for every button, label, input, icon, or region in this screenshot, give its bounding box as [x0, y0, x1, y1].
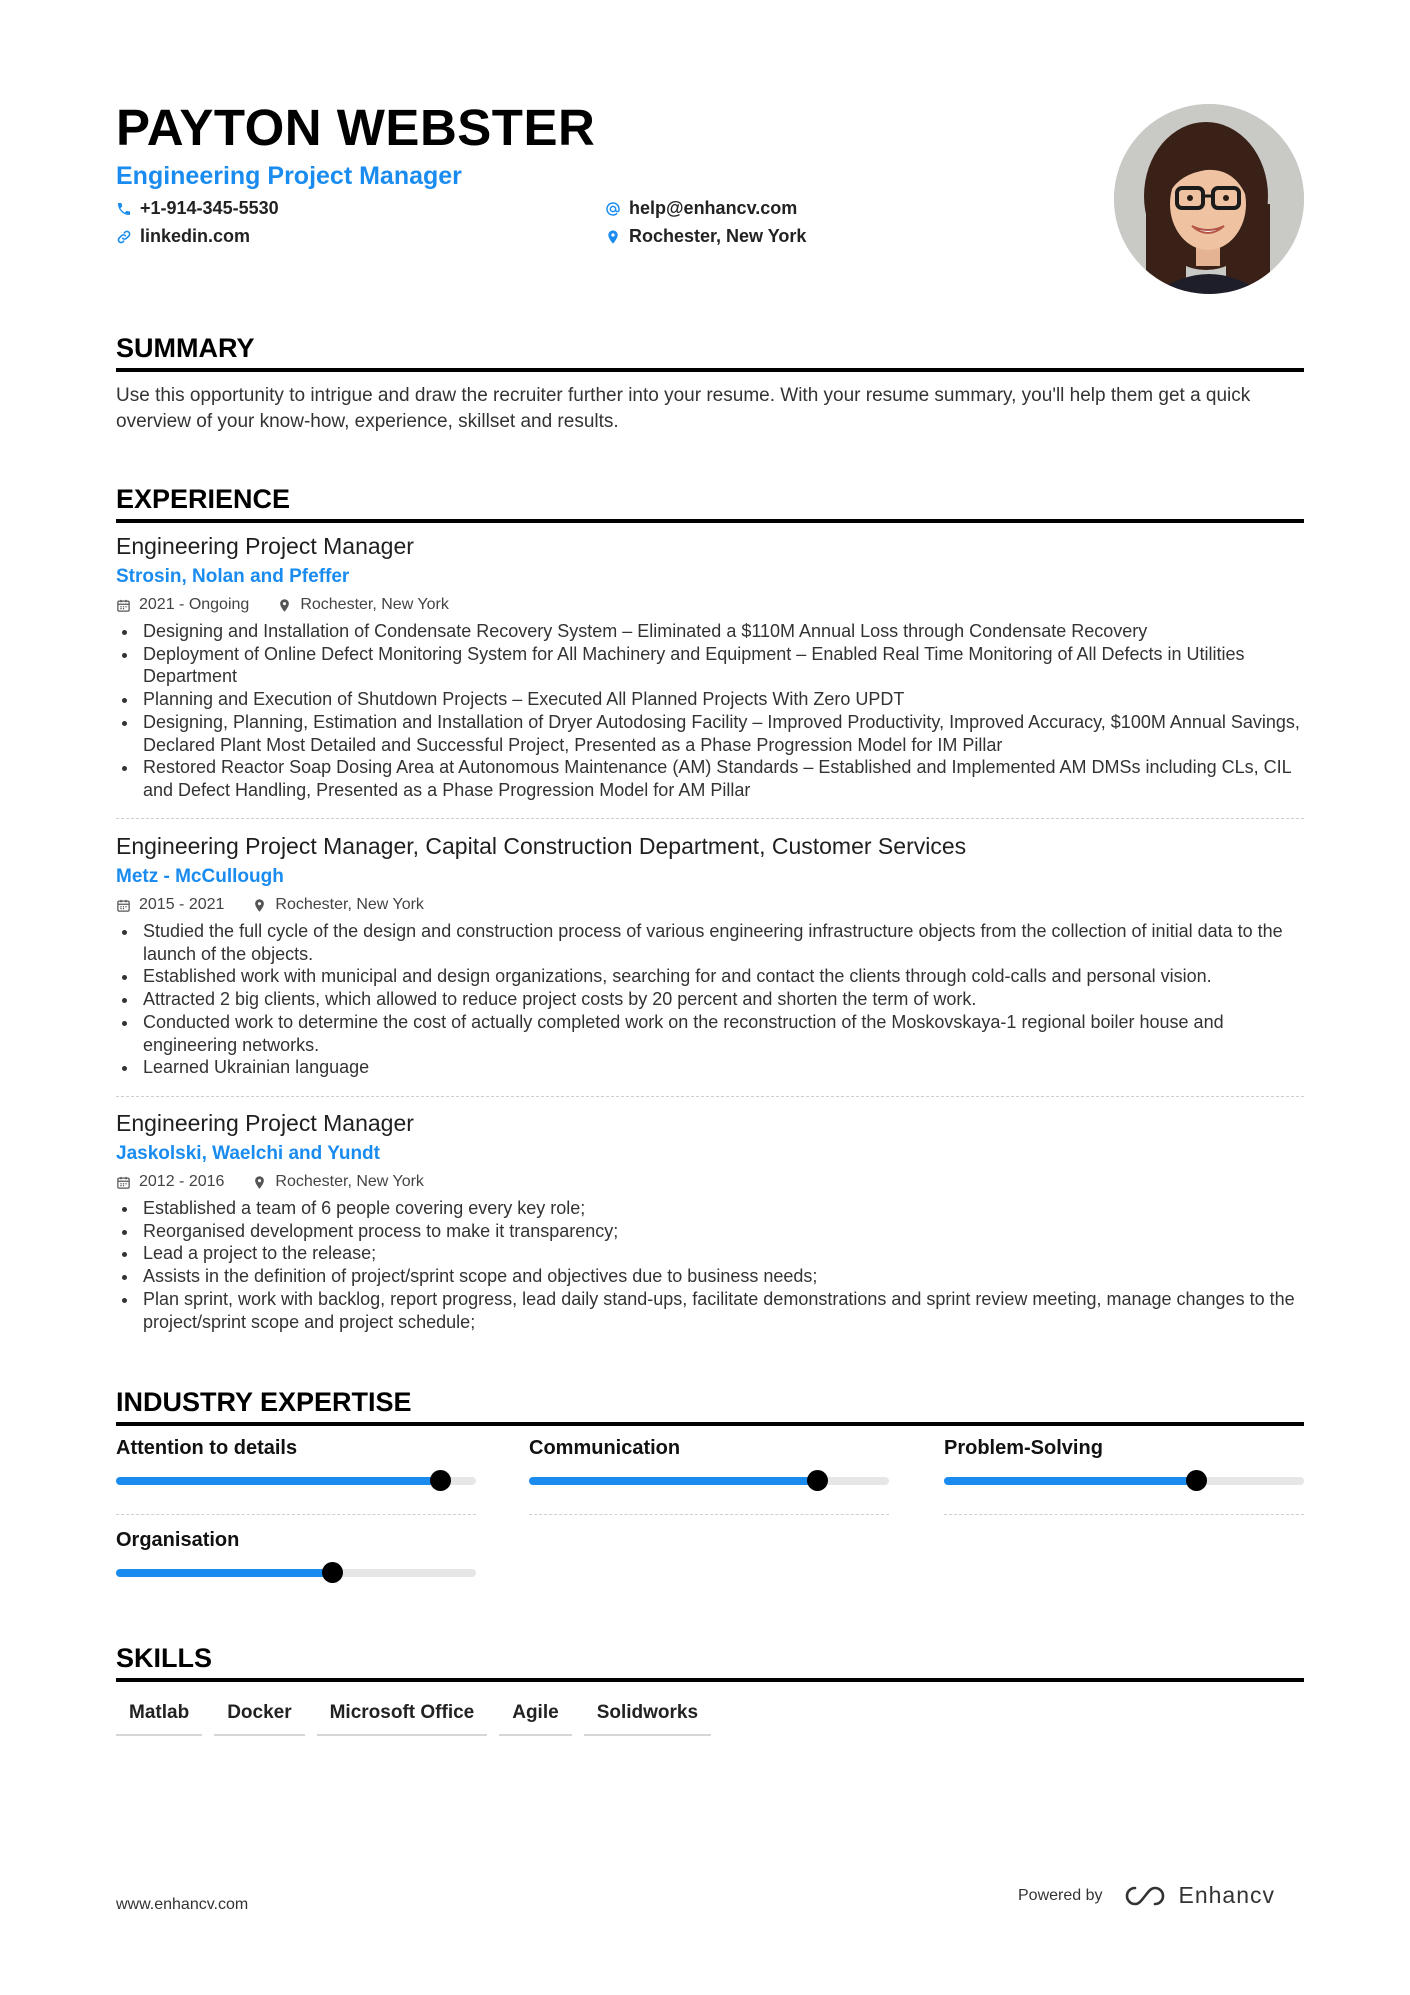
skill-tag: Microsoft Office: [317, 1700, 488, 1736]
job-location-text: Rochester, New York: [300, 596, 449, 613]
contact-location: [605, 226, 806, 247]
job-location: [252, 1173, 424, 1191]
candidate-name: PAYTON WEBSTER: [116, 99, 596, 156]
powered-by-label: Powered by: [1018, 1886, 1103, 1904]
job-location-text: Rochester, New York: [275, 1173, 424, 1190]
summary-text: Use this opportunity to intrigue and draw the recruiter further into your resume. With your resume summary, you'll help them get a quick overview of your know-how, experience, skillset and results.: [116, 385, 1251, 432]
expertise-divider: [116, 1514, 476, 1515]
expertise-bar-fill: [529, 1477, 817, 1485]
list-item: Designing and Installation of Condensate Recovery System – Eliminated a $110M Annual Loss through Condensate Recovery: [116, 620, 1304, 643]
expertise-bar-knob: [430, 1470, 451, 1491]
job-bullets: [116, 920, 1304, 1079]
list-item: Lead a project to the release;: [116, 1242, 1304, 1265]
list-item: Restored Reactor Soap Dosing Area at Autonomous Maintenance (AM) Standards – Established and Implemented AM DMSs including CLs, CIL and Defect Handling, Presented as a Phase Progression Model for AM Pillar: [116, 756, 1304, 801]
skill-tag: Docker: [214, 1700, 304, 1736]
job-location: [277, 596, 449, 614]
expertise-bar-knob: [1186, 1470, 1207, 1491]
job-divider: [116, 1096, 1304, 1097]
list-item: Learned Ukrainian language: [116, 1056, 1304, 1079]
list-item: Reorganised development process to make it transparency;: [116, 1220, 1304, 1243]
experience-heading: EXPERIENCE: [116, 484, 1304, 523]
job-location-text: Rochester, New York: [275, 896, 424, 913]
skill-tag: Matlab: [116, 1700, 202, 1736]
location-pin-icon: [252, 898, 267, 913]
list-item: Deployment of Online Defect Monitoring System for All Machinery and Equipment – Enabled Real Time Monitoring of All Defects in Utilities Department: [116, 643, 1304, 688]
summary-heading: SUMMARY: [116, 333, 1304, 372]
list-item: Assists in the definition of project/sprint scope and objectives due to business needs;: [116, 1265, 1304, 1288]
job-meta: [116, 893, 1304, 917]
job-meta: [116, 1170, 1304, 1194]
list-item: Studied the full cycle of the design and construction process of various engineering infrastructure objects from the collection of initial data to the launch of the objects.: [116, 920, 1304, 965]
job-entry: [116, 1108, 1304, 1333]
expertise-label: Problem-Solving: [944, 1437, 1103, 1459]
expertise-divider: [944, 1514, 1304, 1515]
expertise-bar: [116, 1477, 476, 1485]
contact-email[interactable]: [605, 198, 797, 219]
skill-tag: Agile: [499, 1700, 571, 1736]
expertise-item: [529, 1435, 889, 1485]
job-bullets: [116, 1197, 1304, 1333]
job-divider: [116, 818, 1304, 819]
location-pin-icon: [605, 229, 621, 245]
expertise-label: Organisation: [116, 1529, 240, 1551]
candidate-title: Engineering Project Manager: [116, 162, 462, 190]
linkedin-link[interactable]: linkedin.com: [140, 226, 251, 246]
list-item: Plan sprint, work with backlog, report progress, lead daily stand-ups, facilitate demonstrations and sprint review meeting, manage changes to the project/sprint scope and project schedule;: [116, 1288, 1304, 1333]
brand-name: Enhancv: [1178, 1882, 1276, 1908]
expertise-label: Attention to details: [116, 1437, 298, 1459]
job-company: Jaskolski, Waelchi and Yundt: [116, 1143, 380, 1164]
footer-powered-by: [1018, 1882, 1275, 1909]
list-item: Designing, Planning, Estimation and Installation of Dryer Autodosing Facility – Improved Productivity, Improved Accuracy, $100M Annual Savings, Declared Plant Most Detailed and Successful Project, Presented as a Phase Progression Model for IM Pillar: [116, 711, 1304, 756]
expertise-bar: [529, 1477, 889, 1485]
job-title: Engineering Project Manager: [116, 1110, 414, 1136]
contact-phone: [116, 198, 279, 219]
list-item: Attracted 2 big clients, which allowed to reduce project costs by 20 percent and shorten the term of work.: [116, 988, 1304, 1011]
expertise-divider: [529, 1514, 889, 1515]
expertise-bar: [944, 1477, 1304, 1485]
link-icon: [116, 229, 132, 245]
email-link[interactable]: help@enhancv.com: [629, 198, 798, 218]
expertise-bar: [116, 1569, 476, 1577]
expertise-item: [944, 1435, 1304, 1485]
expertise-item: [116, 1435, 476, 1485]
list-item: Conducted work to determine the cost of actually completed work on the reconstruction of the Moskovskaya-1 regional boiler house and engineering networks.: [116, 1011, 1304, 1056]
skills-heading: SKILLS: [116, 1643, 1304, 1682]
expertise-bar-fill: [116, 1477, 440, 1485]
skill-tag: Solidworks: [584, 1700, 711, 1736]
job-meta: [116, 593, 1304, 617]
job-title: Engineering Project Manager, Capital Construction Department, Customer Services: [116, 833, 967, 859]
expertise-item: [116, 1527, 476, 1577]
list-item: Established a team of 6 people covering every key role;: [116, 1197, 1304, 1220]
phone-number: +1-914-345-5530: [140, 198, 279, 218]
location-pin-icon: [252, 1175, 267, 1190]
expertise-label: Communication: [529, 1437, 681, 1459]
skills-list: [116, 1700, 711, 1736]
phone-icon: [116, 201, 132, 217]
profile-photo-illustration: [1114, 104, 1304, 294]
job-title: Engineering Project Manager: [116, 533, 414, 559]
job-dates: 2015 - 2021: [139, 896, 225, 913]
job-dates: 2021 - Ongoing: [139, 596, 250, 613]
expertise-bar-fill: [116, 1569, 332, 1577]
list-item: Established work with municipal and design organizations, searching for and contact the clients through cold-calls and personal vision.: [116, 965, 1304, 988]
expertise-bar-knob: [322, 1562, 343, 1583]
location-text: Rochester, New York: [629, 226, 807, 246]
calendar-icon: [116, 598, 131, 613]
job-entry: [116, 831, 1304, 1079]
profile-photo: [1114, 104, 1304, 294]
job-entry: [116, 531, 1304, 802]
job-location: [252, 896, 424, 914]
job-company: Metz - McCullough: [116, 866, 284, 887]
location-pin-icon: [277, 598, 292, 613]
expertise-bar-knob: [807, 1470, 828, 1491]
footer-website[interactable]: www.enhancv.com: [116, 1896, 249, 1913]
brand-logo[interactable]: [1123, 1882, 1276, 1909]
expertise-bar-fill: [944, 1477, 1196, 1485]
expertise-heading: INDUSTRY EXPERTISE: [116, 1387, 1304, 1426]
resume-page: [116, 0, 1304, 1995]
job-bullets: [116, 620, 1304, 802]
job-dates: 2012 - 2016: [139, 1173, 225, 1190]
calendar-icon: [116, 1175, 131, 1190]
at-sign-icon: [605, 201, 621, 217]
job-company: Strosin, Nolan and Pfeffer: [116, 566, 350, 587]
enhancv-logo-icon: [1123, 1884, 1169, 1908]
contact-linkedin[interactable]: [116, 226, 250, 247]
calendar-icon: [116, 898, 131, 913]
list-item: Planning and Execution of Shutdown Projects – Executed All Planned Projects With Zero UPDT: [116, 688, 1304, 711]
